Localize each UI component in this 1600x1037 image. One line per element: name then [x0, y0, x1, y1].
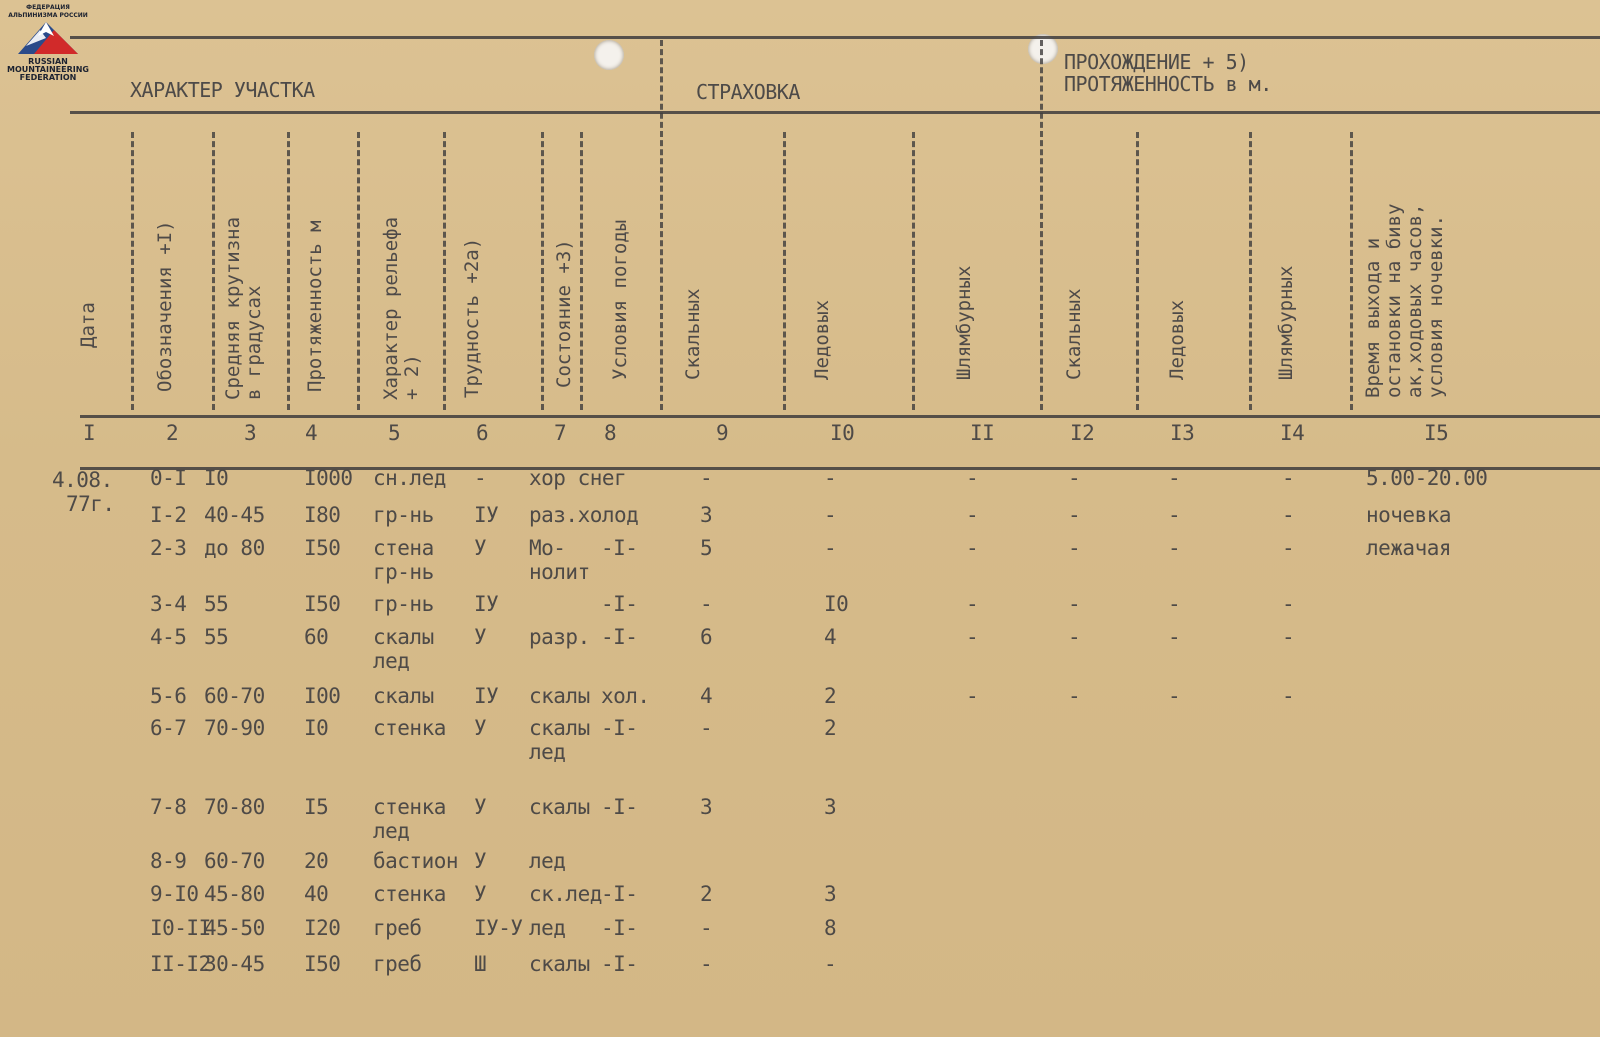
col-number: I — [83, 421, 96, 445]
col-number: 7 — [554, 421, 567, 445]
group-header-passage-2: ПРОТЯЖЕННОСТЬ в м. — [1064, 72, 1272, 96]
cell-ice: 3 — [824, 882, 837, 906]
cell-p-ice: - — [1168, 466, 1181, 490]
col-number: 6 — [476, 421, 489, 445]
cell-seg: 8-9 — [150, 849, 187, 873]
entry-date-line-2: 77г. — [66, 492, 115, 516]
cell-seg: 9-I0 — [150, 882, 199, 906]
cell-ice: 3 — [824, 795, 837, 819]
cell-rock: 2 — [700, 882, 713, 906]
cell-diff: IУ — [474, 592, 499, 616]
cell-slope: 55 — [204, 592, 229, 616]
cell-diff: У — [474, 536, 487, 560]
col-number: I0 — [830, 421, 855, 445]
col-header-avg-slope: Средняя крутизна в градусах — [222, 216, 265, 400]
col-separator — [783, 132, 786, 410]
cell-ice: - — [824, 466, 837, 490]
cell-weather: -I- — [601, 625, 638, 649]
cell-p-rock: - — [1068, 466, 1081, 490]
cell-slope: до 80 — [204, 536, 265, 560]
cell-p-ice: - — [1168, 503, 1181, 527]
col-header-weather: Условия погоды — [609, 219, 631, 380]
cell-ice: - — [824, 503, 837, 527]
group-header-belay: СТРАХОВКА — [696, 80, 800, 104]
logo-line-3: FEDERATION — [19, 73, 77, 82]
cell-seg: I0-II — [150, 916, 211, 940]
header-rule — [70, 111, 1600, 114]
cell-seg: 4-5 — [150, 625, 187, 649]
cell-p-bolt: - — [1282, 503, 1295, 527]
cell-rock: - — [700, 952, 713, 976]
cell-rock: - — [700, 716, 713, 740]
entry-date-line-1: 4.08. — [52, 468, 113, 492]
cell-len: I20 — [304, 916, 341, 940]
col-number: 2 — [166, 421, 179, 445]
col-header-date: Дата — [77, 302, 99, 348]
cell-slope: 70-80 — [204, 795, 265, 819]
cell-p-rock: - — [1068, 536, 1081, 560]
group-separator — [660, 40, 663, 410]
cell-diff: IУ-У — [474, 916, 523, 940]
col-separator — [212, 132, 215, 410]
cell-relief: сн.лед — [373, 466, 446, 490]
cell-len: I000 — [304, 466, 353, 490]
col-number: 9 — [716, 421, 729, 445]
cell-state: лед — [529, 916, 566, 940]
cell-ice: - — [824, 536, 837, 560]
cell-ice: 8 — [824, 916, 837, 940]
col-header-difficulty: Трудность +2а) — [461, 237, 483, 398]
cell-slope: 60-70 — [204, 684, 265, 708]
cell-state: ск.лед — [529, 882, 602, 906]
cell-relief: гр-нь — [373, 592, 434, 616]
cell-len: I5 — [304, 795, 329, 819]
cell-diff: У — [474, 849, 487, 873]
cell-state: скалы лед — [529, 716, 590, 764]
cell-slope: 30-45 — [204, 952, 265, 976]
cell-len: I0 — [304, 716, 329, 740]
cell-state: Мо- нолит — [529, 536, 590, 584]
col-number: II — [970, 421, 995, 445]
col-header-length: Протяженность м — [304, 220, 326, 392]
col-separator — [357, 132, 360, 410]
cell-p-bolt: - — [1282, 466, 1295, 490]
cell-note: лежачая — [1366, 536, 1452, 560]
cell-slope: 45-50 — [204, 916, 265, 940]
cell-p-bolt: - — [1282, 684, 1295, 708]
cell-rock: 5 — [700, 536, 713, 560]
cell-ice: 2 — [824, 716, 837, 740]
logo-arc-text: ФЕДЕРАЦИЯ АЛЬПИНИЗМА РОССИИ — [8, 4, 88, 19]
cell-bolt: - — [966, 625, 979, 649]
cell-seg: 2-3 — [150, 536, 187, 560]
col-header-relief: Характер рельефа + 2) — [380, 216, 423, 400]
cell-diff: IУ — [474, 684, 499, 708]
cell-bolt: - — [966, 536, 979, 560]
col-number: 3 — [244, 421, 257, 445]
cell-p-ice: - — [1168, 536, 1181, 560]
col-number: 8 — [604, 421, 617, 445]
federation-logo — [2, 2, 94, 86]
cell-relief: гр-нь — [373, 503, 434, 527]
cell-slope: 60-70 — [204, 849, 265, 873]
cell-relief: скалы — [373, 684, 434, 708]
column-number-rule-top — [80, 415, 1600, 418]
cell-relief: греб — [373, 952, 422, 976]
cell-state: хор снег — [529, 466, 627, 490]
cell-ice: 2 — [824, 684, 837, 708]
col-number: I3 — [1170, 421, 1195, 445]
cell-rock: - — [700, 916, 713, 940]
cell-seg: 3-4 — [150, 592, 187, 616]
cell-weather: хол. — [601, 684, 650, 708]
cell-weather: -I- — [601, 882, 638, 906]
cell-p-rock: - — [1068, 592, 1081, 616]
logo-line-2: MOUNTAINEERING — [7, 65, 89, 74]
cell-ice: I0 — [824, 592, 849, 616]
col-separator — [1350, 132, 1353, 410]
cell-state: скалы — [529, 684, 590, 708]
cell-rock: - — [700, 466, 713, 490]
cell-len: 40 — [304, 882, 329, 906]
col-separator — [131, 132, 134, 410]
cell-p-rock: - — [1068, 503, 1081, 527]
col-header-belay-bolt: Шлямбурных — [953, 265, 975, 380]
col-header-belay-ice: Ледовых — [811, 299, 833, 380]
punch-hole — [594, 40, 624, 70]
cell-ice: - — [824, 952, 837, 976]
cell-bolt: - — [966, 684, 979, 708]
cell-diff: Ш — [474, 952, 487, 976]
cell-relief: греб — [373, 916, 422, 940]
col-number: I5 — [1424, 421, 1449, 445]
cell-len: 60 — [304, 625, 329, 649]
cell-rock: 6 — [700, 625, 713, 649]
cell-weather: -I- — [601, 716, 638, 740]
col-number: 4 — [305, 421, 318, 445]
cell-relief: стенка — [373, 716, 446, 740]
cell-relief: бастион — [373, 849, 459, 873]
cell-len: I50 — [304, 592, 341, 616]
col-number: I2 — [1070, 421, 1095, 445]
cell-weather: -I- — [601, 536, 638, 560]
cell-diff: - — [474, 466, 487, 490]
cell-state: разр. — [529, 625, 590, 649]
cell-weather: -I- — [601, 916, 638, 940]
cell-weather: -I- — [601, 592, 638, 616]
cell-slope: 70-90 — [204, 716, 265, 740]
cell-diff: У — [474, 795, 487, 819]
col-header-pass-ice: Ледовых — [1166, 299, 1188, 380]
group-separator — [1040, 40, 1043, 410]
cell-len: I50 — [304, 952, 341, 976]
cell-seg: II-I2 — [150, 952, 211, 976]
cell-note: ночевка — [1366, 503, 1452, 527]
cell-bolt: - — [966, 592, 979, 616]
cell-rock: 3 — [700, 503, 713, 527]
cell-bolt: - — [966, 466, 979, 490]
cell-relief: стенка лед — [373, 795, 446, 843]
col-separator — [1136, 132, 1139, 410]
cell-p-rock: - — [1068, 625, 1081, 649]
col-header-time-notes: Время выхода и остановки на биву ак,ходовых часов, условия ночевки. — [1362, 203, 1447, 398]
top-rule — [70, 36, 1600, 39]
col-header-belay-rock: Скальных — [682, 288, 704, 380]
col-header-condition: Состояние +3) — [553, 239, 575, 388]
col-header-designation: Обозначения +I) — [154, 220, 176, 392]
cell-len: 20 — [304, 849, 329, 873]
col-header-pass-bolt: Шлямбурных — [1275, 265, 1297, 380]
cell-seg: 5-6 — [150, 684, 187, 708]
cell-p-ice: - — [1168, 625, 1181, 649]
cell-seg: I-2 — [150, 503, 187, 527]
col-separator — [443, 132, 446, 410]
cell-ice: 4 — [824, 625, 837, 649]
cell-seg: 0-I — [150, 466, 187, 490]
cell-diff: У — [474, 716, 487, 740]
cell-bolt: - — [966, 503, 979, 527]
cell-rock: 4 — [700, 684, 713, 708]
col-separator — [1249, 132, 1252, 410]
cell-p-rock: - — [1068, 684, 1081, 708]
cell-state: скалы — [529, 795, 590, 819]
cell-len: I80 — [304, 503, 341, 527]
cell-diff: IУ — [474, 503, 499, 527]
col-separator — [287, 132, 290, 410]
cell-note: 5.00-20.00 — [1366, 466, 1488, 490]
cell-p-ice: - — [1168, 592, 1181, 616]
cell-p-bolt: - — [1282, 592, 1295, 616]
cell-rock: - — [700, 592, 713, 616]
cell-slope: 55 — [204, 625, 229, 649]
cell-relief: стенка — [373, 882, 446, 906]
cell-slope: 40-45 — [204, 503, 265, 527]
group-header-passage-1: ПРОХОЖДЕНИЕ + 5) — [1064, 50, 1249, 74]
group-header-section: ХАРАКТЕР УЧАСТКА — [130, 78, 315, 102]
cell-diff: У — [474, 625, 487, 649]
cell-slope: I0 — [204, 466, 229, 490]
cell-len: I00 — [304, 684, 341, 708]
logo-line-1: RUSSIAN — [28, 57, 68, 66]
cell-relief: скалы лед — [373, 625, 434, 673]
cell-len: I50 — [304, 536, 341, 560]
cell-state: скалы — [529, 952, 590, 976]
cell-state: лед — [529, 849, 566, 873]
cell-p-bolt: - — [1282, 536, 1295, 560]
cell-rock: 3 — [700, 795, 713, 819]
cell-p-bolt: - — [1282, 625, 1295, 649]
cell-p-ice: - — [1168, 684, 1181, 708]
col-separator — [541, 132, 544, 410]
cell-weather: -I- — [601, 952, 638, 976]
cell-state: раз.холод — [529, 503, 639, 527]
col-header-pass-rock: Скальных — [1063, 288, 1085, 380]
col-separator — [580, 132, 583, 410]
cell-seg: 6-7 — [150, 716, 187, 740]
col-separator — [912, 132, 915, 410]
cell-relief: стена гр-нь — [373, 536, 434, 584]
col-number: 5 — [388, 421, 401, 445]
cell-weather: -I- — [601, 795, 638, 819]
cell-seg: 7-8 — [150, 795, 187, 819]
cell-slope: 45-80 — [204, 882, 265, 906]
cell-diff: У — [474, 882, 487, 906]
col-number: I4 — [1280, 421, 1305, 445]
